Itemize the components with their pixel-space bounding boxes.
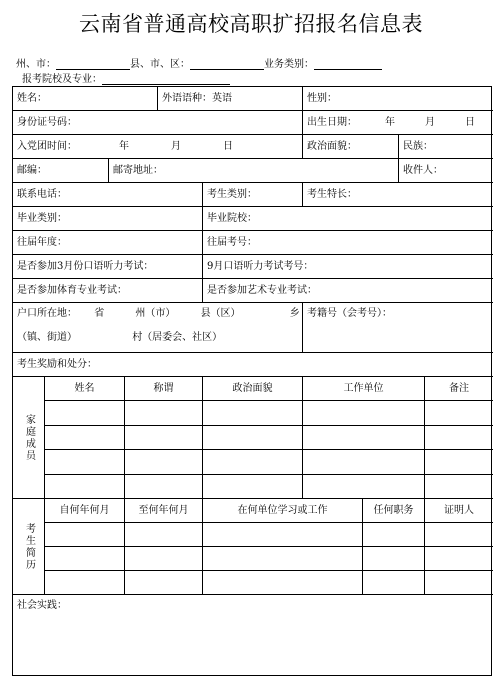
sports-exam-label: 是否参加体育专业考试： bbox=[17, 284, 127, 296]
hukou-line-2 bbox=[17, 333, 298, 343]
id-number-label: 身份证号码： bbox=[17, 116, 77, 128]
family-cell[interactable] bbox=[125, 401, 203, 425]
family-cell[interactable] bbox=[203, 475, 303, 499]
resume-cell[interactable] bbox=[363, 571, 425, 595]
join-day-label: 日 bbox=[223, 140, 233, 152]
resume-cell[interactable] bbox=[45, 571, 125, 595]
resume-header-0 bbox=[45, 499, 125, 523]
family-header-3 bbox=[303, 377, 425, 401]
resume-cell[interactable] bbox=[425, 523, 493, 547]
name-label: 姓名： bbox=[17, 92, 47, 104]
birth-year-label: 年 bbox=[385, 116, 395, 128]
join-time-label: 入党团时间： bbox=[17, 140, 77, 152]
province-label: 省 bbox=[94, 308, 105, 319]
resume-cell[interactable] bbox=[45, 523, 125, 547]
recipient-label: 收件人： bbox=[403, 164, 443, 176]
previous-year-label: 往届年度： bbox=[17, 236, 67, 248]
hukou-line-1 bbox=[17, 309, 298, 319]
resume-header-3 bbox=[363, 499, 425, 523]
family-cell[interactable] bbox=[125, 426, 203, 450]
family-cell[interactable] bbox=[303, 401, 425, 425]
gender-label: 性别： bbox=[307, 92, 337, 104]
social-practice-cell[interactable] bbox=[13, 595, 493, 677]
postcode-label: 邮编： bbox=[17, 164, 47, 176]
village-label: 村（居委会、社区） bbox=[132, 332, 223, 343]
family-cell[interactable] bbox=[425, 450, 493, 474]
grad-school-cell[interactable] bbox=[203, 207, 493, 231]
family-cell[interactable] bbox=[303, 426, 425, 450]
foreign-language-cell[interactable] bbox=[158, 87, 303, 111]
address-label: 邮寄地址： bbox=[113, 164, 163, 176]
oral-september-cell[interactable] bbox=[203, 255, 493, 279]
family-section-label bbox=[13, 377, 45, 499]
graduated-type-label: 毕业类别： bbox=[17, 212, 67, 224]
resume-cell[interactable] bbox=[363, 547, 425, 571]
native-number-cell[interactable] bbox=[303, 303, 493, 353]
phone-label: 联系电话： bbox=[17, 188, 67, 200]
family-header-4 bbox=[425, 377, 493, 401]
ethnic-label: 民族： bbox=[403, 140, 433, 152]
location-line bbox=[16, 55, 382, 70]
birth-date-label: 出生日期： bbox=[307, 116, 357, 128]
previous-year-cell[interactable] bbox=[13, 231, 203, 255]
resume-header-text: 在何单位学习或工作 bbox=[237, 504, 328, 516]
resume-header-4 bbox=[425, 499, 493, 523]
oral-march-cell[interactable] bbox=[13, 255, 203, 279]
family-header-text: 姓名 bbox=[74, 382, 95, 394]
oral-march-label: 是否参加3月份口语听力考试： bbox=[17, 260, 154, 272]
family-cell[interactable] bbox=[425, 426, 493, 450]
prefecture-unit-label: 州（市） bbox=[135, 308, 176, 319]
family-cell[interactable] bbox=[203, 401, 303, 425]
family-cell[interactable] bbox=[303, 475, 425, 499]
awards-cell[interactable] bbox=[13, 353, 493, 377]
prefecture-label: 州、市： bbox=[16, 59, 56, 70]
family-cell[interactable] bbox=[203, 450, 303, 474]
family-cell[interactable] bbox=[125, 450, 203, 474]
grad-school-label: 毕业院校： bbox=[207, 212, 257, 224]
id-number-cell[interactable] bbox=[13, 111, 303, 135]
family-header-2 bbox=[203, 377, 303, 401]
registration-table bbox=[12, 86, 492, 676]
phone-cell[interactable] bbox=[13, 183, 203, 207]
town-label: （镇、街道） bbox=[17, 332, 77, 343]
native-number-label: 考籍号（会考号）： bbox=[307, 308, 392, 319]
foreign-language-label: 外语语种：英语 bbox=[162, 92, 232, 104]
resume-header-2 bbox=[203, 499, 363, 523]
resume-cell[interactable] bbox=[363, 523, 425, 547]
county-field[interactable] bbox=[190, 59, 264, 70]
specialty-label: 考生特长： bbox=[307, 188, 357, 200]
family-cell[interactable] bbox=[45, 450, 125, 474]
join-time-cell[interactable] bbox=[13, 135, 303, 159]
county-label: 县、市、区： bbox=[130, 59, 190, 70]
resume-cell[interactable] bbox=[125, 571, 203, 595]
birth-date-cell[interactable] bbox=[303, 111, 493, 135]
family-cell[interactable] bbox=[45, 401, 125, 425]
resume-header-text: 任何职务 bbox=[373, 504, 414, 516]
family-cell[interactable] bbox=[425, 475, 493, 499]
form-title: 云南省普通高校高职扩招报名信息表 bbox=[79, 12, 423, 36]
category-field[interactable] bbox=[314, 59, 382, 70]
address-cell[interactable] bbox=[109, 159, 399, 183]
graduated-type-cell[interactable] bbox=[13, 207, 203, 231]
gender-cell[interactable] bbox=[303, 87, 493, 111]
social-practice-label: 社会实践： bbox=[17, 600, 67, 611]
resume-header-text: 自何年何月 bbox=[59, 504, 110, 516]
resume-cell[interactable] bbox=[45, 547, 125, 571]
family-cell[interactable] bbox=[425, 401, 493, 425]
family-header-text: 备注 bbox=[449, 382, 469, 394]
school-major-field[interactable] bbox=[102, 74, 230, 85]
resume-cell[interactable] bbox=[125, 523, 203, 547]
family-cell[interactable] bbox=[203, 426, 303, 450]
awards-label: 考生奖励和处分： bbox=[17, 358, 97, 370]
oral-september-label: 9月口语听力考试考号： bbox=[207, 260, 314, 272]
specialty-cell[interactable] bbox=[303, 183, 493, 207]
resume-label-text: 考生简历 bbox=[23, 522, 35, 571]
political-cell[interactable] bbox=[303, 135, 399, 159]
resume-section-label bbox=[13, 499, 45, 595]
family-header-1 bbox=[125, 377, 203, 401]
prefecture-field[interactable] bbox=[56, 59, 130, 70]
sports-exam-cell[interactable] bbox=[13, 279, 203, 303]
family-cell[interactable] bbox=[45, 475, 125, 499]
resume-cell[interactable] bbox=[203, 571, 363, 595]
birth-month-label: 月 bbox=[425, 116, 435, 128]
resume-cell[interactable] bbox=[203, 547, 363, 571]
political-label: 政治面貌： bbox=[307, 140, 357, 152]
family-cell[interactable] bbox=[125, 475, 203, 499]
arts-exam-label: 是否参加艺术专业考试： bbox=[207, 284, 317, 296]
join-year-label: 年 bbox=[119, 140, 129, 152]
hukou-cell[interactable] bbox=[13, 303, 303, 353]
township-label: 乡 bbox=[289, 308, 300, 319]
resume-cell[interactable] bbox=[203, 523, 363, 547]
previous-exam-number-cell[interactable] bbox=[203, 231, 493, 255]
category-label: 业务类别： bbox=[264, 59, 314, 70]
school-major-label: 报考院校及专业： bbox=[22, 74, 102, 85]
previous-exam-number-label: 往届考号： bbox=[207, 236, 257, 248]
exam-type-label: 考生类别： bbox=[207, 188, 257, 200]
ethnic-cell[interactable] bbox=[399, 135, 493, 159]
birth-day-label: 日 bbox=[465, 116, 475, 128]
recipient-cell[interactable] bbox=[399, 159, 493, 183]
resume-cell[interactable] bbox=[125, 547, 203, 571]
resume-header-text: 证明人 bbox=[444, 504, 474, 516]
postcode-cell[interactable] bbox=[13, 159, 109, 183]
family-cell[interactable] bbox=[303, 450, 425, 474]
family-cell[interactable] bbox=[45, 426, 125, 450]
arts-exam-cell[interactable] bbox=[203, 279, 493, 303]
family-header-text: 政治面貌 bbox=[232, 382, 273, 394]
resume-header-text: 至何年何月 bbox=[138, 504, 189, 516]
school-major-line bbox=[22, 70, 230, 85]
hukou-label: 户口所在地： bbox=[17, 308, 77, 319]
resume-cell[interactable] bbox=[425, 571, 493, 595]
family-header-0 bbox=[45, 377, 125, 401]
name-cell[interactable] bbox=[13, 87, 158, 111]
county-unit-label: 县（区） bbox=[200, 308, 241, 319]
resume-header-1 bbox=[125, 499, 203, 523]
join-month-label: 月 bbox=[171, 140, 181, 152]
family-header-text: 称谓 bbox=[153, 382, 174, 394]
resume-cell[interactable] bbox=[425, 547, 493, 571]
exam-type-cell[interactable] bbox=[203, 183, 303, 207]
family-header-text: 工作单位 bbox=[343, 382, 384, 394]
family-label-text: 家庭成员 bbox=[23, 413, 35, 462]
